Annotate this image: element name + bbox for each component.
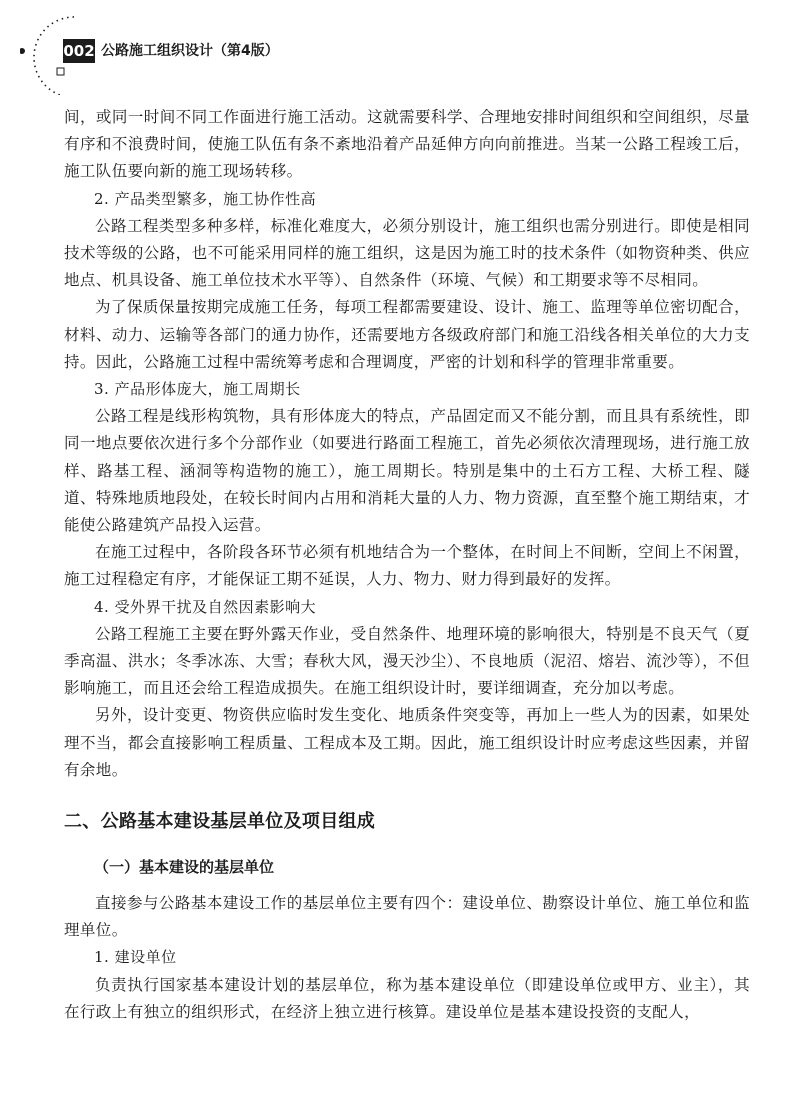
paragraph: 公路工程类型多种多样，标准化难度大，必须分别设计，施工组织也需分别进行。即使是相同技术等级的公路，也不可能采用同样的施工组织，这是因为施工时的技术条件（如物资种类、供应地点、机具设备、施工单位技术水平等）、自然条件（环境、气候）和工期要求等不尽相同。 xyxy=(64,216,750,290)
subsection-heading: （一）基本建设的基层单位 xyxy=(94,858,275,877)
running-header-title: 公路施工组织设计（第4版） xyxy=(101,43,279,59)
paragraph: 直接参与公路基本建设工作的基层单位主要有四个：建设单位、勘察设计单位、施工单位和监理单位。 xyxy=(64,894,750,940)
paragraph: 间，或同一时间不同工作面进行施工活动。这就需要科学、合理地安排时间组织和空间组织，尽量有序和不浪费时间，使施工队伍有条不紊地沿着产品延伸方向向前推进。当某一公路工程竣工后，施工队伍要向新的施工现场转移。 xyxy=(64,108,750,181)
paragraph: 公路工程施工主要在野外露天作业，受自然条件、地理环境的影响很大，特别是不良天气（夏季高温、洪水；冬季冰冻、大雪；春秋大风，漫天沙尘）、不良地质（泥沼、熔岩、流沙等），不但影响施工，而且还会给工程造成损失。在施工组织设计时，要详细调查，充分加以考虑。 xyxy=(64,624,750,698)
page-header xyxy=(0,0,790,80)
paragraph: 负责执行国家基本建设计划的基层单位，称为基本建设单位（即建设单位或甲方、业主），其在行政上有独立的组织形式，在经济上独立进行核算。建设单位是基本建设投资的支配人， xyxy=(64,975,750,1021)
section-heading: 二、公路基本建设基层单位及项目组成 xyxy=(64,811,376,833)
page-number: 002 xyxy=(63,39,95,63)
subheading-3: 3. 产品形体庞大，施工周期长 xyxy=(94,380,301,399)
page-body xyxy=(64,104,750,1026)
paragraph: 另外，设计变更、物资供应临时发生变化、地质条件突变等，再加上一些人为的因素，如果处理不当，都会直接影响工程质量、工程成本及工期。因此，施工组织设计时应考虑这些因素，并留有余地。 xyxy=(64,706,750,779)
paragraph: 公路工程是线形构筑物，具有形体庞大的特点，产品固定而又不能分割，而且具有系统性，即同一地点要依次进行多个分部作业（如要进行路面工程施工，首先必须依次清理现场，进行施工放样、路基工程、涵洞等构造物的施工），施工周期长。特别是集中的土石方工程、大桥工程、隧道、特殊地质地段处，在较长时间内占用和消耗大量的人力、物力资源，直至整个施工期结束，才能使公路建筑产品投入运营。 xyxy=(64,407,750,535)
paragraph: 在施工过程中，各阶段各环节必须有机地结合为一个整体，在时间上不间断，空间上不闲置，施工过程稳定有序，才能保证工期不延误，人力、物力、财力得到最好的发挥。 xyxy=(64,543,750,589)
subheading-2: 2. 产品类型繁多，施工协作性高 xyxy=(94,189,317,208)
paragraph: 为了保质保量按期完成施工任务，每项工程都需要建设、设计、施工、监理等单位密切配合，材料、动力、运输等各部门的通力协作，还需要地方各级政府部门和施工沿线各相关单位的大力支持。因此，公路施工过程中需统筹考虑和合理调度，严密的计划和科学的管理非常重要。 xyxy=(64,298,750,371)
subheading-1: 1. 建设单位 xyxy=(94,948,177,967)
subheading-4: 4. 受外界干扰及自然因素影响大 xyxy=(94,597,317,616)
